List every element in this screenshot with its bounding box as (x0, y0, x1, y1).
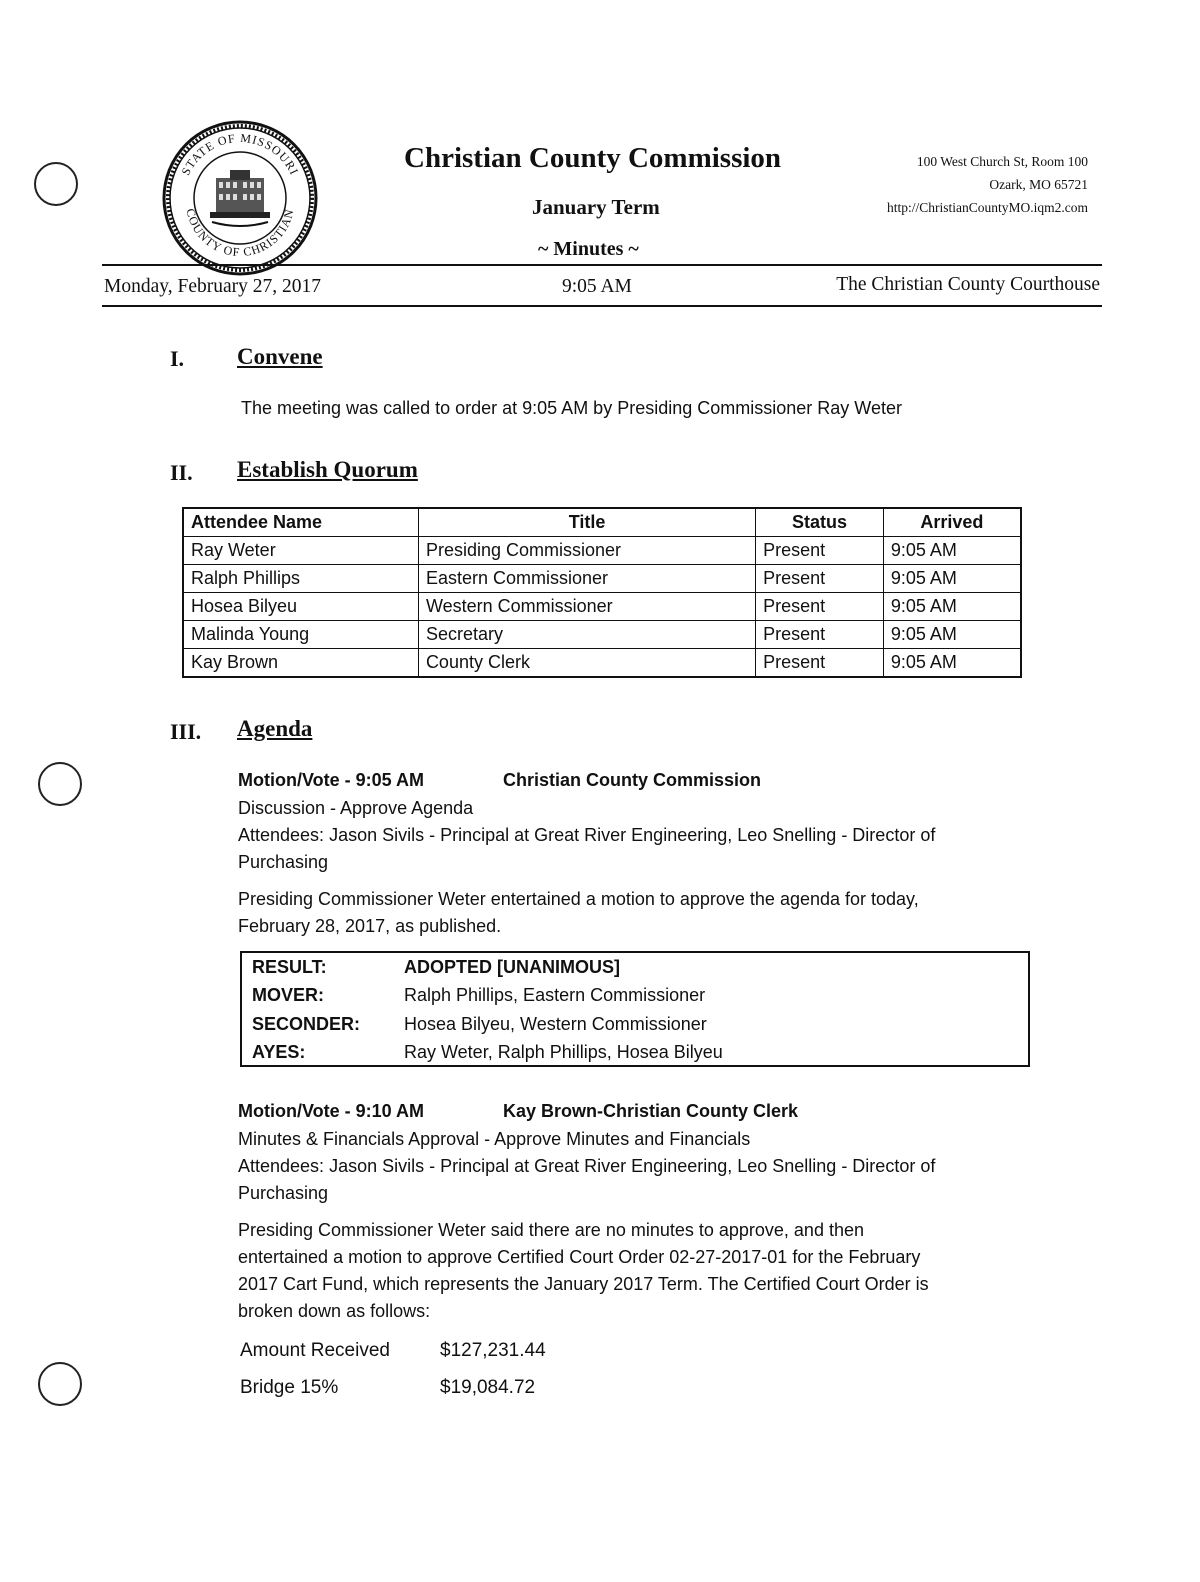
attendee-title: Western Commissioner (418, 593, 755, 621)
attendee-status: Present (756, 565, 884, 593)
motion-attendees: Attendees: Jason Sivils - Principal at Great River Engineering, Leo Snelling - Director of (238, 1156, 936, 1176)
header-rule-top (102, 264, 1102, 266)
result-value: ADOPTED [UNANIMOUS] (404, 957, 620, 977)
column-header: Title (418, 508, 755, 537)
meeting-time: 9:05 AM (562, 276, 632, 297)
result-row (252, 957, 620, 978)
meeting-date: Monday, February 27, 2017 (104, 276, 321, 297)
motion-text-cont: entertained a motion to approve Certified Court Order 02-27-2017-01 for the February (238, 1247, 921, 1267)
attendee-title: County Clerk (418, 649, 755, 678)
attendee-status: Present (756, 593, 884, 621)
svg-text:COUNTY OF CHRISTIAN: COUNTY OF CHRISTIAN (183, 207, 297, 260)
section-number: III. (170, 719, 202, 744)
amount-value: $127,231.44 (440, 1340, 546, 1361)
section-title-convene: Convene (237, 344, 323, 369)
term-label: January Term (532, 195, 660, 219)
svg-text:STATE OF MISSOURI: STATE OF MISSOURI (178, 130, 302, 178)
section-number: I. (170, 346, 185, 371)
minutes-label: ~ Minutes ~ (538, 238, 639, 260)
mover-value: Ralph Phillips, Eastern Commissioner (404, 985, 706, 1005)
column-header: Arrived (883, 508, 1021, 537)
motion-text-cont: broken down as follows: (238, 1301, 431, 1321)
section-title-agenda: Agenda (237, 716, 313, 741)
address-line2: Ozark, MO 65721 (989, 177, 1088, 192)
amount-label: Bridge 15% (240, 1377, 339, 1398)
address-line1: 100 West Church St, Room 100 (916, 154, 1088, 169)
header-rule-bottom (102, 305, 1102, 307)
attendee-title: Presiding Commissioner (418, 537, 755, 565)
attendee-name: Ralph Phillips (183, 565, 418, 593)
motion-presenter: Kay Brown-Christian County Clerk (503, 1101, 799, 1121)
seconder-row (252, 1014, 707, 1035)
motion-text-cont: February 28, 2017, as published. (238, 916, 502, 936)
attendee-arrived: 9:05 AM (883, 649, 1021, 678)
table-row (183, 593, 1021, 621)
motion-attendees: Attendees: Jason Sivils - Principal at Great River Engineering, Leo Snelling - Director of (238, 825, 936, 845)
attendee-name: Malinda Young (183, 621, 418, 649)
table-row (183, 649, 1021, 678)
motion-presenter: Christian County Commission (503, 770, 762, 790)
address-url: http://ChristianCountyMO.iqm2.com (886, 200, 1088, 215)
attendee-arrived: 9:05 AM (883, 593, 1021, 621)
amount-label: Amount Received (240, 1340, 390, 1361)
attendee-status: Present (756, 537, 884, 565)
amount-value: $19,084.72 (440, 1377, 536, 1398)
attendee-name: Kay Brown (183, 649, 418, 678)
county-seal (162, 120, 318, 276)
result-label: RESULT: (252, 957, 327, 977)
ayes-label: AYES: (252, 1042, 306, 1062)
attendee-name: Ray Weter (183, 537, 418, 565)
motion-attendees-cont: Purchasing (238, 852, 329, 872)
convene-text: The meeting was called to order at 9:05 AM by Presiding Commissioner Ray Weter (241, 398, 902, 418)
org-title: Christian County Commission (404, 142, 782, 174)
column-header: Status (756, 508, 884, 537)
attendee-status: Present (756, 649, 884, 678)
seconder-value: Hosea Bilyeu, Western Commissioner (404, 1014, 707, 1034)
table-row (183, 565, 1021, 593)
ayes-row (252, 1042, 723, 1063)
motion-text: Presiding Commissioner Weter said there are no minutes to approve, and then (238, 1220, 864, 1240)
table-header-row (183, 508, 1021, 537)
seconder-label: SECONDER: (252, 1014, 361, 1034)
attendee-arrived: 9:05 AM (883, 565, 1021, 593)
table-row (183, 537, 1021, 565)
attendee-status: Present (756, 621, 884, 649)
mover-label: MOVER: (252, 985, 324, 1005)
section-number: II. (170, 460, 193, 485)
column-header: Attendee Name (183, 508, 418, 537)
punch-hole (34, 162, 78, 206)
punch-hole (38, 1362, 82, 1406)
attendee-name: Hosea Bilyeu (183, 593, 418, 621)
ayes-value: Ray Weter, Ralph Phillips, Hosea Bilyeu (404, 1042, 723, 1062)
attendee-arrived: 9:05 AM (883, 621, 1021, 649)
motion-discussion: Minutes & Financials Approval - Approve Minutes and Financials (238, 1129, 751, 1149)
mover-row (252, 985, 705, 1006)
motion-text-cont: 2017 Cart Fund, which represents the January 2017 Term. The Certified Court Order is (238, 1274, 929, 1294)
attendee-title: Secretary (418, 621, 755, 649)
meeting-location: The Christian County Courthouse (836, 274, 1100, 295)
motion-text: Presiding Commissioner Weter entertained a motion to approve the agenda for today, (238, 889, 919, 909)
section-title-quorum: Establish Quorum (237, 457, 418, 482)
attendee-title: Eastern Commissioner (418, 565, 755, 593)
motion-time: Motion/Vote - 9:10 AM (238, 1101, 424, 1121)
punch-hole (38, 762, 82, 806)
attendee-arrived: 9:05 AM (883, 537, 1021, 565)
motion-discussion: Discussion - Approve Agenda (238, 798, 474, 818)
attendance-table (182, 507, 1022, 678)
vote-result-box (240, 951, 1030, 1067)
motion-attendees-cont: Purchasing (238, 1183, 329, 1203)
table-row (183, 621, 1021, 649)
motion-time: Motion/Vote - 9:05 AM (238, 770, 424, 790)
